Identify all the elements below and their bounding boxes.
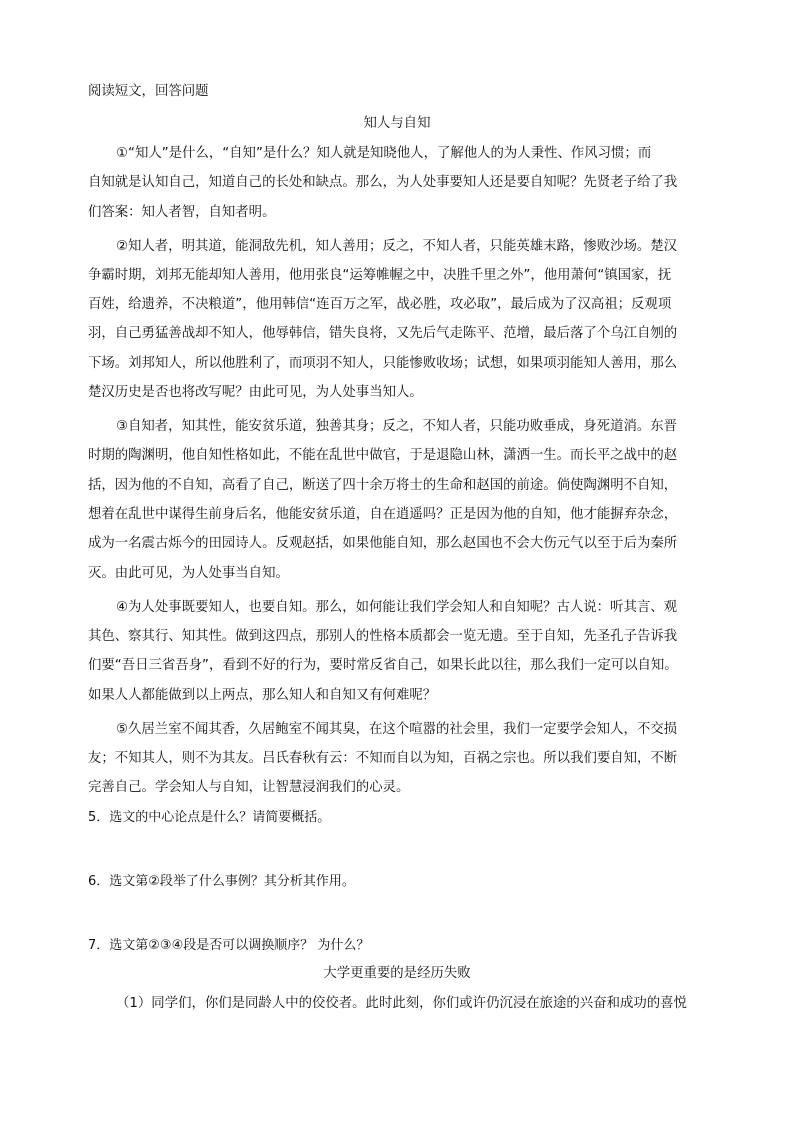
passage1-line: 想着在乱世中谋得生前身后名，他能安贫乐道，自在逍遥吗？正是因为他的自知，他才能摒弃杂念， — [88, 507, 678, 522]
passage1-line: 如果人人都能做到以上两点，那么知人和自知又有何难呢？ — [88, 688, 437, 703]
passage1-line: 百姓，给遗养，不决粮道”，他用韩信“连百万之军，战必胜，攻必取”，最后成为了汉高祖；反观项 — [88, 297, 672, 312]
passage1-line: 羽，自己勇猛善战却不知人，他辱韩信，错失良将，又先后气走陈平、范增，最后落了个乌江自刎的 — [88, 326, 678, 341]
passage1-line: 完善自己。学会知人与自知，让智慧浸润我们的心灵。 — [88, 780, 410, 795]
passage1-line: 其色、察其行、知其性。做到这四点，那别人的性格本质都会一览无遗。至于自知，先圣孔子告诉我 — [88, 629, 678, 644]
passage1-line: 楚汉历史是否也将改写呢？由此可见，为人处事当知人。 — [88, 385, 423, 400]
passage1-title: 知人与自知 — [363, 116, 431, 131]
passage1-line: 成为一名震古烁今的田园诗人。反观赵括，如果他能自知，那么赵国也不会大伤元气以至于后为秦所 — [88, 536, 678, 551]
passage1-line: 括，因为他的不自知，高看了自己，断送了四十余万将士的生命和赵国的前途。倘使陶渊明不自知， — [88, 478, 678, 493]
instruction-text: 阅读短文，回答问题 — [88, 84, 209, 99]
passage2-line: （1）同学们，你们是同龄人中的佼佼者。此时此刻，你们或许仍沉浸在旅途的兴奋和成功的喜悦 — [116, 996, 687, 1011]
passage1-line: 自知就是认知自己，知道自己的长处和缺点。那么，为人处事要知人还是要自知呢？先贤老子给了我 — [88, 175, 678, 190]
question-7: 7．选文第②③④段是否可以调换顺序？ 为什么？ — [88, 938, 370, 953]
passage1-line: 友；不知其人，则不为其友。吕氏春秋有云：不知而自以为知，百祸之宗也。所以我们要自知，不断 — [88, 751, 678, 766]
question-6: 6．选文第②段举了什么事例？其分析其作用。 — [88, 874, 355, 889]
passage1-line: 时期的陶渊明，他自知性格如此，不能在乱世中做官，于是退隐山林，潇洒一生。而长平之战中的赵 — [88, 448, 678, 463]
passage1-line: ⑤久居兰室不闻其香，久居鲍室不闻其臭，在这个喧嚣的社会里，我们一定要学会知人，不交损 — [116, 722, 678, 737]
passage1-line: 们要“吾日三省吾身”，看到不好的行为，要时常反省自己，如果长此以往，那么我们一定可以自知。 — [88, 658, 678, 673]
passage1-line: 们答案：知人者智，自知者明。 — [88, 205, 276, 220]
passage1-line: ②知人者，明其道，能洞敌先机，知人善用；反之，不知人者，只能英雄末路，惨败沙场。楚汉 — [116, 239, 678, 254]
passage2-title: 大学更重要的是经历失败 — [323, 966, 471, 981]
passage1-line: 灭。由此可见，为人处事当自知。 — [88, 566, 289, 581]
question-5: 5．选文的中心论点是什么？请简要概括。 — [88, 810, 331, 825]
passage1-line: ③自知者，知其性，能安贫乐道，独善其身；反之，不知人者，只能功败垂成，身死道消。东晋 — [116, 419, 678, 434]
passage1-line: 下场。刘邦知人，所以他胜利了，而项羽不知人，只能惨败收场；试想，如果项羽能知人善用，那么 — [88, 356, 678, 371]
passage1-line: ①“知人”是什么，“自知”是什么？知人就是知晓他人，了解他人的为人秉性、作风习惯；而 — [116, 146, 652, 161]
passage1-line: ④为人处事既要知人，也要自知。那么，如何能让我们学会知人和自知呢？古人说：听其言、观 — [116, 600, 678, 615]
passage1-line: 争霸时期，刘邦无能却知人善用，他用张良“运筹帷幄之中，决胜千里之外”，他用萧何“镇国家，抚 — [88, 268, 672, 283]
